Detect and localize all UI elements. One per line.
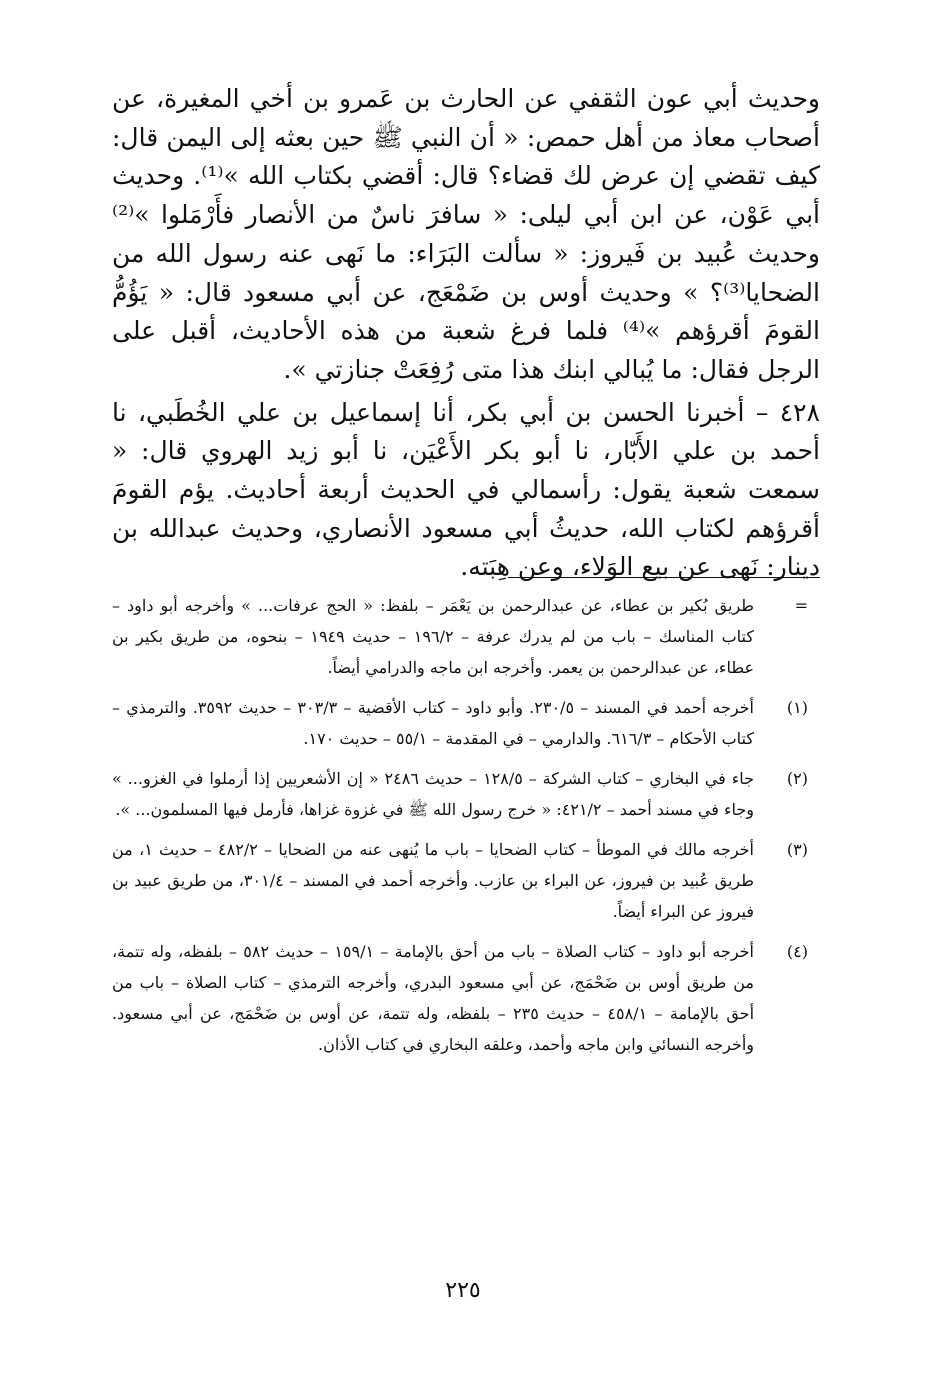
footnote-marker: (٤) (786, 942, 808, 961)
footnote-separator (508, 577, 820, 578)
footnote-marker: (٣) (786, 840, 808, 859)
footnotes-section (112, 590, 816, 1069)
footnote-text: جاء في البخاري – كتاب الشركة – ١٢٨/٥ – حديث ٢٤٨٦ « إن الأشعريين إذا أرملوا في الغزو... » وجاء في مسند أحمد – ٤٢١/٢: « خرج رسول الله ﷺ في غزوة غزاها، فأرمل فيها المسلمون... ». (112, 769, 755, 819)
hadith-paragraph: ٤٢٨ – أخبرنا الحسن بن أبي بكر، أنا إسماعيل بن علي الخُطَبي، نا أحمد بن علي الأَبّار، نا أبو بكر الأَعْيَن، نا أبو زيد الهروي قال: « سمعت شعبة يقول: رأسمالي في الحديث أربعة أحاديث. يؤم القومَ أقرؤهم لكتاب الله، حديثُ أبي مسعود الأنصاري، وحديث عبدالله بن دينار: نَهى عن بيع الوَلاء، وعن هِبَته. (112, 397, 820, 582)
footnote-4 (112, 936, 816, 1060)
main-paragraph: وحديث أبي عون الثقفي عن الحارث بن عَمرو بن أخي المغيرة، عن أصحاب معاذ من أهل حمص: « أن النبي ﷺ حين بعثه إلى اليمن قال: كيف تقضي إن عرض لك قضاء؟ قال: أقضي بكتاب الله »⁽¹⁾. وحديث أبي عَوْن، عن ابن أبي ليلى: « سافرَ ناسٌ من الأنصار فأَرْمَلوا »⁽²⁾ وحديث عُبيد بن فَيروز: « سألت البَرَاء: ما نَهى عنه رسول الله من الضحايا⁽³⁾؟ » وحديث أوس بن ضَمْعَج، عن أبي مسعود قال: « يَؤُمُّ القومَ أقرؤهم »⁽⁴⁾ فلما فرغ شعبة من هذه الأحاديث، أقبل على الرجل فقال: ما يُبالي ابنك هذا متى رُفِعَتْ جنازتي ». (112, 84, 820, 384)
footnote-1 (112, 692, 816, 754)
footnote-3 (112, 834, 816, 927)
footnote-text: أخرجه أحمد في المسند – ٢٣٠/٥. وأبو داود – كتاب الأقضية – ٣٠٣/٣ – حديث ٣٥٩٢. والترمذي – كتاب الأحكام – ٦١٦/٣. والدارمي – في المقدمة – ٥٥/١ – حديث ١٧٠. (112, 698, 754, 748)
footnote-marker: (١) (786, 698, 808, 717)
footnote-continued (112, 590, 816, 683)
footnote-text: أخرجه مالك في الموطأ – كتاب الضحايا – باب ما يُنهى عنه من الضحايا – ٤٨٢/٢ – حديث ١، من طريق عُبيد بن فيروز، عن البراء بن عازب. وأخرجه أحمد في المسند – ٣٠١/٤، من طريق عبيد بن فيروز عن البراء أيضاً. (112, 840, 754, 921)
footnote-text: طريق بُكير بن عطاء، عن عبدالرحمن بن يَعْمَر – بلفظ: « الحج عرفات... » وأخرجه أبو داود – كتاب المناسك – باب من لم يدرك عرفة – ١٩٦/٢ – حديث ١٩٤٩ – بنحوه، من طريق بكير بن عطاء، عن عبدالرحمن بن يعمر. وأخرجه ابن ماجه والدرامي أيضاً. (112, 596, 754, 677)
main-text (112, 80, 820, 587)
footnote-text: أخرجه أبو داود – كتاب الصلاة – باب من أحق بالإمامة – ١٥٩/١ – حديث ٥٨٢ – بلفظه، وله تتمة، من طريق أوس بن ضَحْمَج، عن أبي مسعود البدري، وأخرجه الترمذي – كتاب الصلاة – باب من أحق بالإمامة – ٤٥٨/١ – حديث ٢٣٥ – بلفظه، وله تتمة، عن أوس بن ضَحْمَج، عن أبي مسعود. وأخرجه النسائي وابن ماجه وأحمد، وعلقه البخاري في كتاب الأذان. (112, 942, 755, 1054)
footnote-2 (112, 763, 816, 825)
footnote-marker: = (794, 596, 808, 615)
page-number: ٢٢٥ (445, 1278, 481, 1303)
footnote-marker: (٢) (786, 769, 808, 788)
